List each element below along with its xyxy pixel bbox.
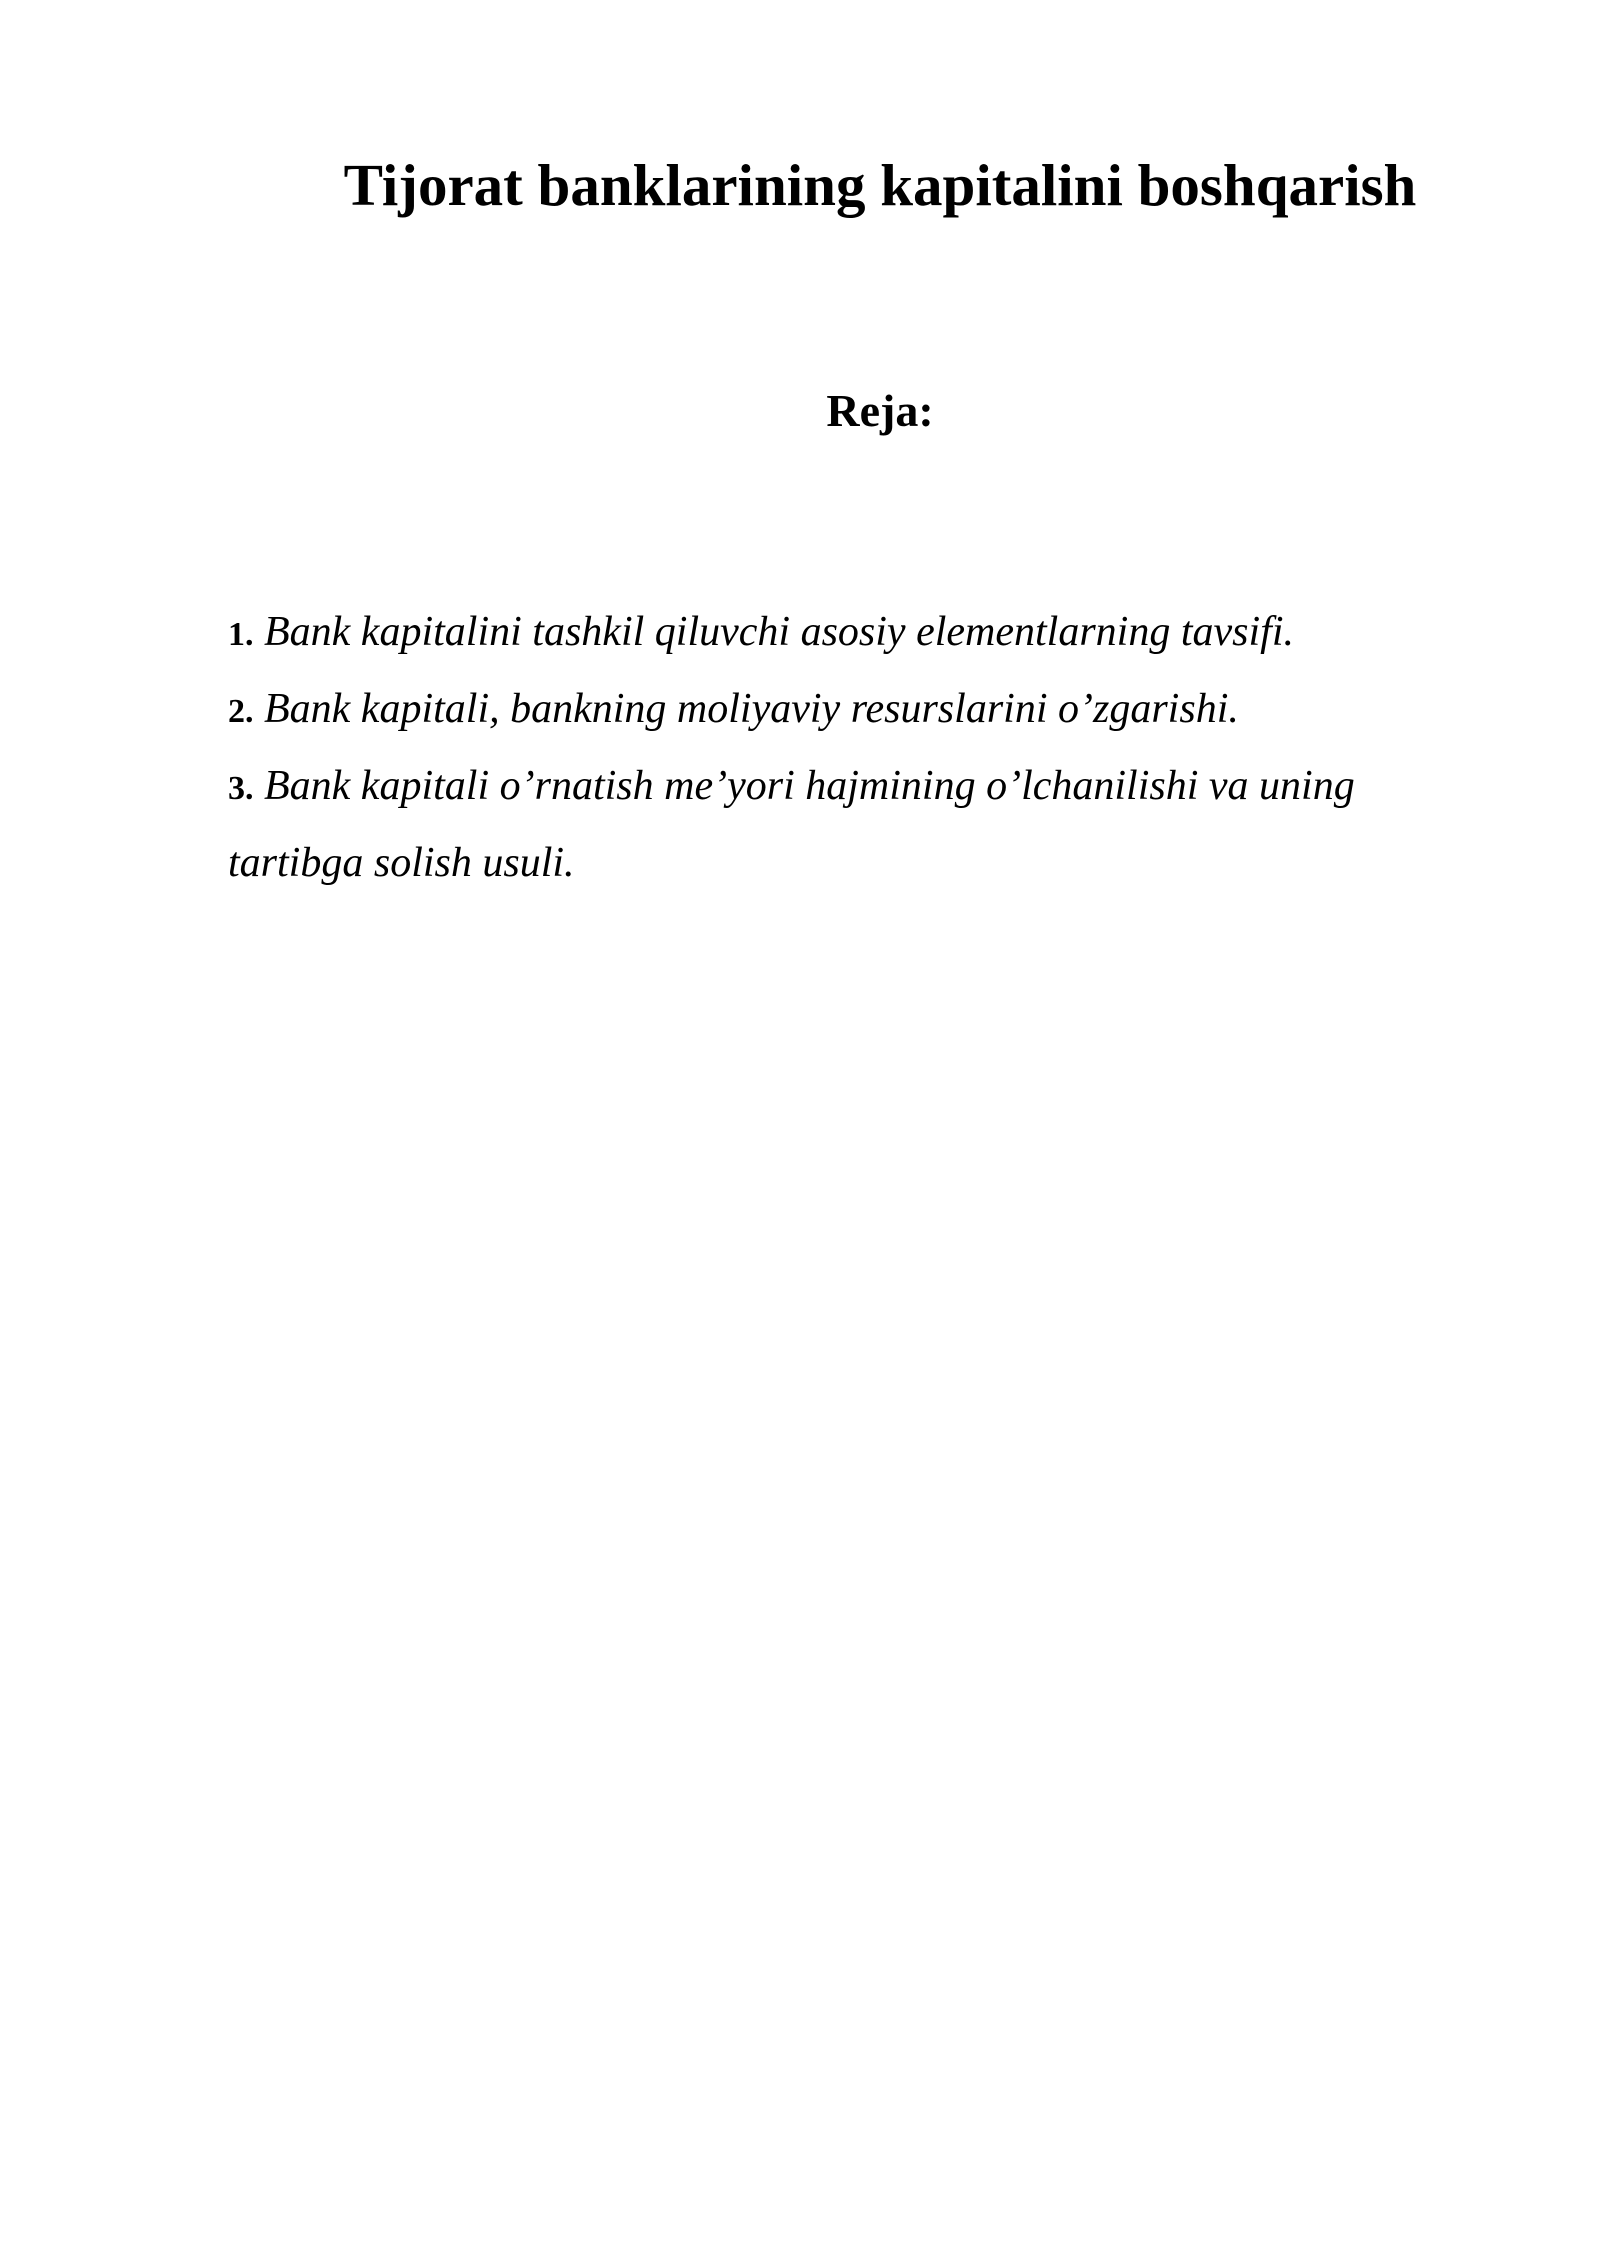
plan-item-2 <box>228 672 1408 749</box>
plan-item-text: Bank kapitali, bankning moliyaviy resurslarini o’zgarishi. <box>264 686 1239 732</box>
plan-list <box>228 595 1408 900</box>
document-title: Tijorat banklarining kapitalini boshqarish <box>343 152 1417 218</box>
plan-item-number: 1. <box>228 616 254 653</box>
plan-heading: Reja: <box>826 385 934 436</box>
plan-item-number: 2. <box>228 693 254 730</box>
plan-item-text: Bank kapitali o’rnatish me’yori hajmining o’lchanilishi va uning tartibga solish usuli. <box>228 763 1355 886</box>
plan-item-number: 3. <box>228 770 254 807</box>
plan-item-3 <box>228 749 1408 900</box>
plan-item-text: Bank kapitalini tashkil qiluvchi asosiy elementlarning tavsifi. <box>264 609 1295 655</box>
plan-item-1 <box>228 595 1408 672</box>
